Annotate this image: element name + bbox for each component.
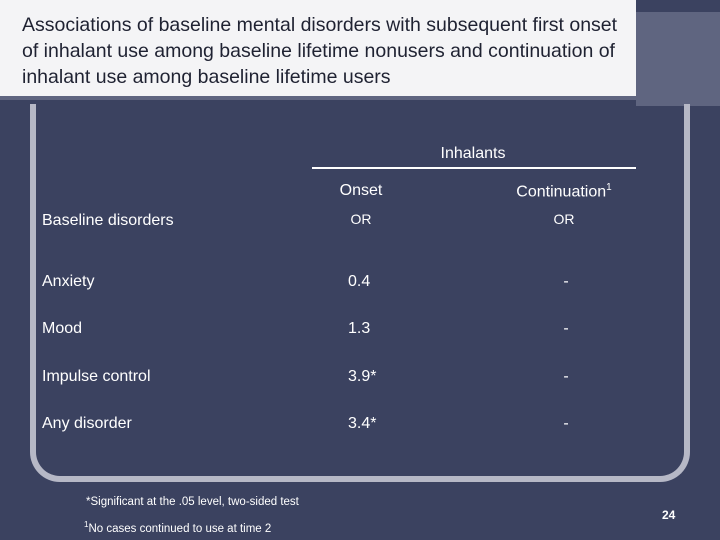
row-continuation-value: - xyxy=(563,368,569,385)
row-header-baseline-disorders: Baseline disorders xyxy=(42,212,174,229)
row-onset-value: 0.4 xyxy=(348,273,371,290)
row-onset-value: 3.9* xyxy=(348,368,377,385)
col-header-onset: Onset xyxy=(339,182,383,199)
unit-onset: OR xyxy=(350,211,372,227)
col-header-continuation-sup: 1 xyxy=(606,182,612,193)
group-header-inhalants: Inhalants xyxy=(440,145,506,162)
row-onset-value: 3.4* xyxy=(348,415,377,432)
unit-continuation: OR xyxy=(553,211,575,227)
title-underline xyxy=(0,96,636,100)
row-label: Any disorder xyxy=(42,415,132,432)
footnote-significance: *Significant at the .05 level, two-sided test xyxy=(86,496,299,508)
page-number: 24 xyxy=(662,508,676,522)
group-header-rule xyxy=(312,167,636,169)
col-header-continuation xyxy=(516,182,611,201)
corner-decoration xyxy=(636,12,720,106)
row-label: Mood xyxy=(42,320,83,337)
slide-title: Associations of baseline mental disorders with subsequent first onset of inhalant use among baseline lifetime nonusers and continuation of inhalant use among baseline lifetime users xyxy=(22,14,618,88)
col-header-continuation-label: Continuation xyxy=(516,183,607,201)
row-onset-value: 1.3 xyxy=(348,320,371,337)
row-label: Anxiety xyxy=(42,273,95,290)
row-label: Impulse control xyxy=(42,368,151,385)
row-continuation-value: - xyxy=(563,320,569,337)
row-continuation-value: - xyxy=(563,273,569,290)
row-continuation-value: - xyxy=(563,415,569,432)
footnote-continuation-text: No cases continued to use at time 2 xyxy=(88,522,272,535)
footnote-continuation xyxy=(84,520,271,535)
footnote-sup-marker: 1 xyxy=(84,520,89,529)
